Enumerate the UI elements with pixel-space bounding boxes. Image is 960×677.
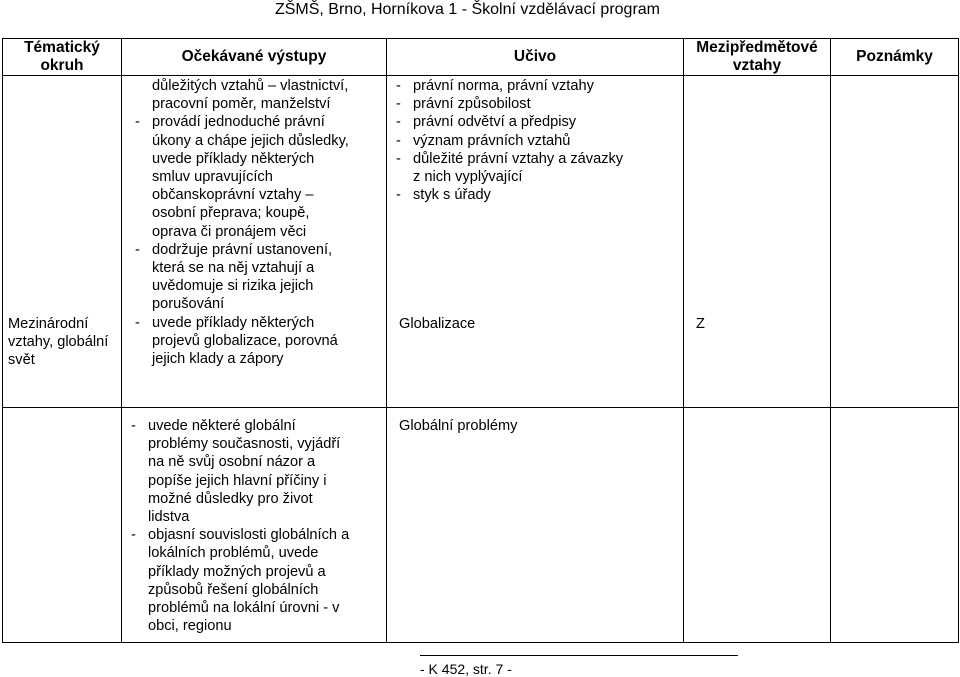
outcomes-cell (122, 76, 387, 408)
notes-cell (831, 76, 959, 408)
content-globalni-problemy: Globální problémy (399, 418, 518, 434)
topic-line: vztahy, globální (8, 334, 109, 351)
header-topic: Tématický okruh (3, 39, 122, 76)
content-item: - právní odvětví a předpisy (396, 114, 577, 131)
topic-line: svět (8, 352, 35, 369)
outcome-item: - uvede některé globální problémy současnosti, vyjádří na ně svůj osobní názor a popíše jejich hlavní příčiny i možné důsledky pro život lidstva (131, 418, 341, 526)
curriculum-table (2, 38, 959, 643)
cross-curricular-value: Z (696, 316, 705, 332)
content-cell (387, 76, 684, 408)
topic-line: Mezinárodní (8, 316, 89, 332)
cross-curricular-cell (684, 76, 831, 408)
content-item: - právní norma, právní vztahy (396, 78, 594, 94)
outcomes-cell (122, 408, 387, 643)
footer-divider (420, 655, 738, 656)
content-item: - význam právních vztahů (396, 132, 571, 149)
content-globalizace: Globalizace (399, 316, 476, 332)
outcome-item: - provádí jednoduché právní úkony a chápe jejich důsledky, uvede příklady některých smluv upravujících občanskoprávní vztahy – osobní přeprava; koupě, oprava či pronájem věci (135, 114, 349, 240)
topic-cell (3, 76, 122, 408)
outcome-item: - objasní souvislosti globálních a lokálních problémů, uvede příklady možných projevů a způsobů řešení globálních problémů na lokální úrovni - v obci, regionu (131, 527, 350, 635)
header-outcomes: Očekávané výstupy (122, 39, 387, 76)
content-item: - důležité právní vztahy a závazky (396, 150, 624, 167)
content-cell (387, 408, 684, 643)
table-row (3, 408, 959, 643)
header-content: Učivo (387, 39, 684, 76)
topic-cell (3, 408, 122, 643)
outcome-item: - dodržuje právní ustanovení, která se na něj vztahují a uvědomuje si rizika jejich porušování (135, 241, 333, 313)
outcome-item: - uvede příklady některých projevů globalizace, porovná jejich klady a zápory (135, 314, 338, 368)
page-header-title: ZŠMŠ, Brno, Horníkova 1 - Školní vzdělávací program (274, 1, 660, 18)
content-item: - styk s úřady (396, 187, 491, 204)
cross-curricular-cell (684, 408, 831, 643)
header-notes: Poznámky (831, 39, 959, 76)
table-header-row (3, 39, 959, 76)
header-cross-curricular: Mezipředmětové vztahy (684, 39, 831, 76)
content-item-continuation: z nich vyplývající (413, 169, 523, 186)
outcome-continuation: důležitých vztahů – vlastnictví, pracovní poměr, manželství (152, 78, 349, 113)
table-row (3, 76, 959, 408)
page-number: - K 452, str. 7 - (420, 661, 512, 677)
notes-cell (831, 408, 959, 643)
content-item: - právní způsobilost (396, 96, 531, 113)
